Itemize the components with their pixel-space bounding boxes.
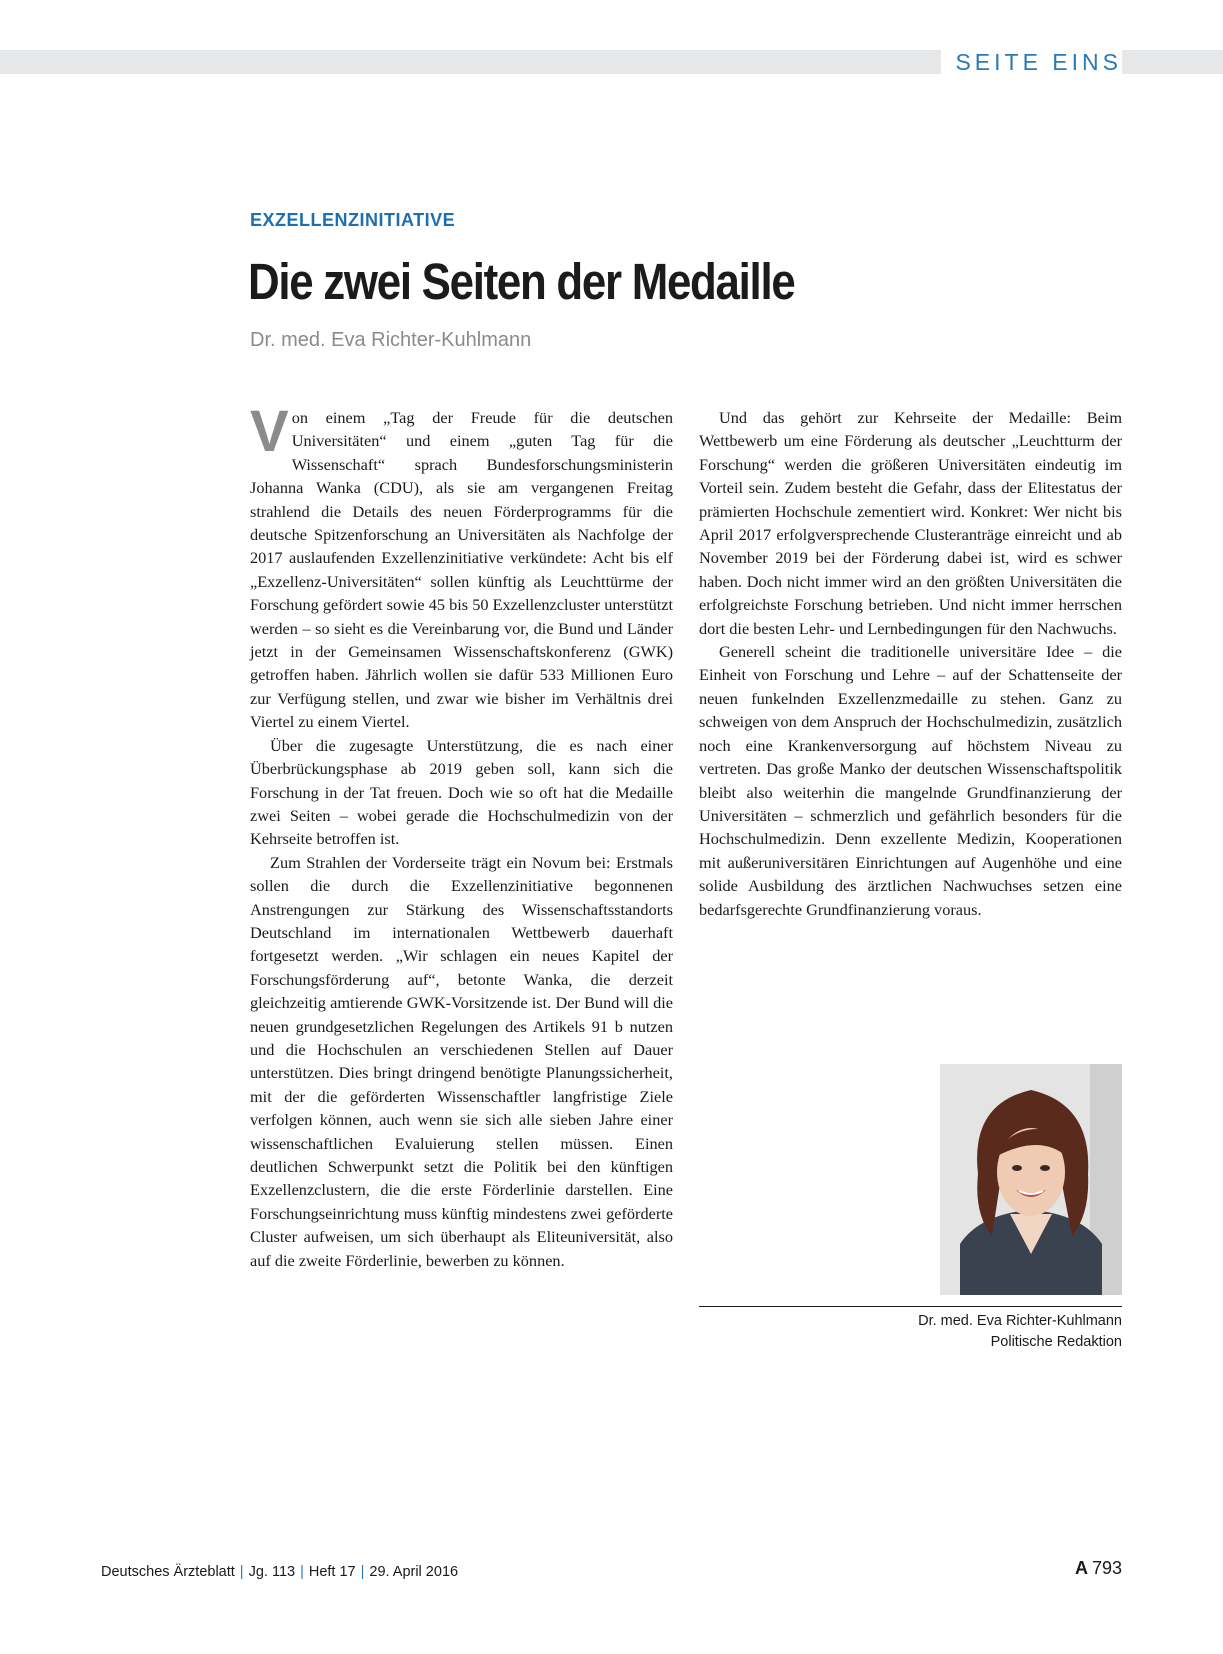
author-portrait [940, 1064, 1122, 1295]
page-number-value: 793 [1091, 1558, 1122, 1578]
article-paragraph: Zum Strahlen der Vorderseite trägt ein Novum bei: Erstmals sollen die durch die Exzellenzinitiative begonnenen Anstrengungen zur Stärkung des Wissenschaftsstandorts Deutschland im internationalen Wettbewerb dauerhaft fortgesetzt werden. „Wir schlagen ein neues Kapitel der Forschungsförderung auf“, betonte Wanka, die derzeit gleichzeitig amtierende GWK-Vorsitzende ist. Der Bund will die neuen grundgesetzlichen Regelungen des Artikels 91 b nutzen und die Hochschulen an verschiedenen Stellen auf Dauer unterstützen. Dies bringt dringend benötigte Planungssicherheit, mit der die geförderten Wissenschaftler langfristige Ziele verfolgen können, auch wenn sie sich alle sieben Jahre einer wissenschaftlichen Evaluierung stellen müssen. Einen deutlichen Schwerpunkt setzt die Politik bei den künftigen Exzellenzclustern, die die erste Förderlinie darstellen. Eine Forschungseinrichtung muss künftig mindestens zwei geförderte Cluster aufweisen, um sich überhaupt als Eliteuniversität, also auf die zweite Förderlinie, bewerben zu können. [250, 852, 673, 1270]
article-paragraph: Und das gehört zur Kehrseite der Medaille: Beim Wettbewerb um eine Förderung als deutscher „Leuchtturm der Forschung“ werden die größeren Universitäten eindeutig im Vorteil sein. Zudem besteht die Gefahr, dass der Elitestatus der prämierten Hochschule zementiert wird. Konkret: Wer nicht bis April 2017 erfolgversprechende Clusteranträge einreicht und ab November 2019 bei der Förderung dabei ist, wird es schwer haben. Doch nicht immer wird an den größten Universitäten die erfolgreichste Forschung betrieben. Und nicht immer herrschen dort die besten Lehr- und Lernbedingungen für den Nachwuchs. [699, 408, 1122, 638]
footer-separator: | [360, 1564, 365, 1580]
footer-separator: | [239, 1564, 244, 1580]
footer-issue: Heft 17 [308, 1564, 356, 1580]
footer-volume: Jg. 113 [248, 1564, 296, 1580]
footer-date: 29. April 2016 [369, 1564, 459, 1580]
article-paragraph: Über die zugesagte Unterstützung, die es nach einer Überbrückungsphase ab 2019 geben soll, kann sich die Forschung in der Tat freuen. Doch wie so oft hat die Medaille zwei Seiten – wobei gerade die Hochschulmedizin von der Kehrseite betroffen ist. [250, 735, 673, 849]
drop-cap: V [250, 399, 289, 464]
article-paragraph: Generell scheint die traditionelle universitäre Idee – die Einheit von Forschung und Lehre – auf der Schattenseite der neuen funkelnden Exzellenzmedaille zu stehen. Ganz zu schweigen von dem Anspruch der Hochschulmedizin, zusätzlich noch eine Krankenversorgung auf höchstem Niveau zu vertreten. Das große Manko der deutschen Wissenschaftspolitik bleibt also weiterhin die mangelnde Grundfinanzierung der Universitäten – schmerzlich und gefährlich besonders für die Hochschulmedizin. Denn exzellente Medizin, Kooperationen mit außeruniversitären Einrichtungen auf Augenhöhe und eine solide Ausbildung des ärztlichen Nachwuchses setzen eine bedarfsgerechte Grundfinanzierung voraus. [699, 642, 1122, 919]
footer-journal: Deutsches Ärzteblatt [101, 1564, 235, 1580]
caption-rule [699, 1306, 1122, 1307]
author-portrait-illustration [940, 1064, 1122, 1295]
caption-name: Dr. med. Eva Richter-Kuhlmann [918, 1313, 1122, 1329]
article-paragraph: Von einem „Tag der Freude für die deutschen Universitäten“ und einem „guten Tag für die Wissenschaft“ sprach Bundesforschungsministerin Johanna Wanka (CDU), als sie am vergangenen Freitag strahlend die Details des neuen Förderprogramms für die deutsche Spitzenforschung an Universitäten als Nachfolge der 2017 auslaufenden Exzellenzinitiative verkündete: Acht bis elf „Exzellenz-Universitäten“ sollen künftig als Leuchttürme der Forschung gefördert sowie 45 bis 50 Exzellenzcluster unterstützt werden – so sieht es die Vereinbarung vor, die Bund und Länder jetzt in der Gemeinsamen Wissenschaftskonferenz (GWK) getroffen haben. Jährlich wollen sie dafür 533 Millionen Euro zur Verfügung stellen, und zwar wie bisher im Verhältnis drei Viertel zu einem Viertel. [250, 399, 673, 732]
page-number [1075, 1558, 1122, 1579]
article-kicker: EXZELLENZINITIATIVE [250, 210, 456, 230]
caption-role: Politische Redaktion [990, 1334, 1122, 1350]
article-column-left [250, 399, 673, 1272]
page-prefix: A [1074, 1558, 1088, 1578]
author-caption [918, 1311, 1122, 1353]
article-column-right [699, 406, 1122, 921]
article-byline: Dr. med. Eva Richter-Kuhlmann [250, 329, 532, 351]
footer-separator: | [300, 1564, 304, 1580]
footer-citation [101, 1564, 458, 1580]
section-label: SEITE EINS [941, 47, 1122, 77]
article-title: Die zwei Seiten der Medaille [248, 253, 795, 310]
